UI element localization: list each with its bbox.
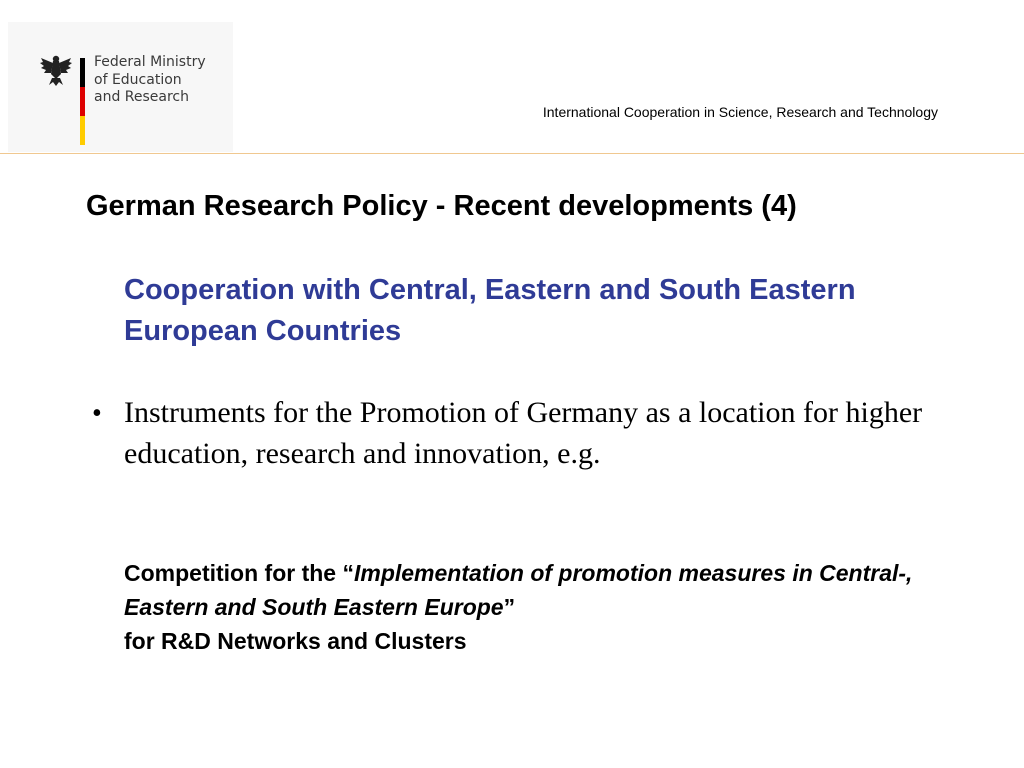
flag-gold [80,116,85,145]
competition-close-quote: ” [503,594,516,620]
flag-red [80,87,85,116]
section-heading: Cooperation with Central, Eastern and South Eastern European Countries [124,274,856,347]
bullet-text: Instruments for the Promotion of Germany as a location for higher education, research and innovation, e.g. [124,396,923,470]
ministry-line-1: Federal Ministry [94,54,206,70]
bullet-dot: • [92,398,102,429]
competition-text [124,556,944,658]
flag-black [80,58,85,87]
competition-suffix: for R&D Networks and Clusters [124,628,467,654]
federal-eagle-icon [38,52,74,88]
slide-title: German Research Policy - Recent developments (4) [86,190,797,222]
flag-stripe [80,58,85,145]
ministry-name [94,54,206,107]
header-subtitle: International Cooperation in Science, Research and Technology [542,104,938,120]
competition-prefix: Competition for the “ [124,560,354,586]
competition-italic: Implementation of promotion measures in Central-, Eastern and South Eastern Europe [124,560,913,620]
ministry-line-3: and Research [94,89,190,105]
logo-block [8,22,233,152]
ministry-line-2: of Education [94,71,182,88]
header-divider [0,153,1024,154]
